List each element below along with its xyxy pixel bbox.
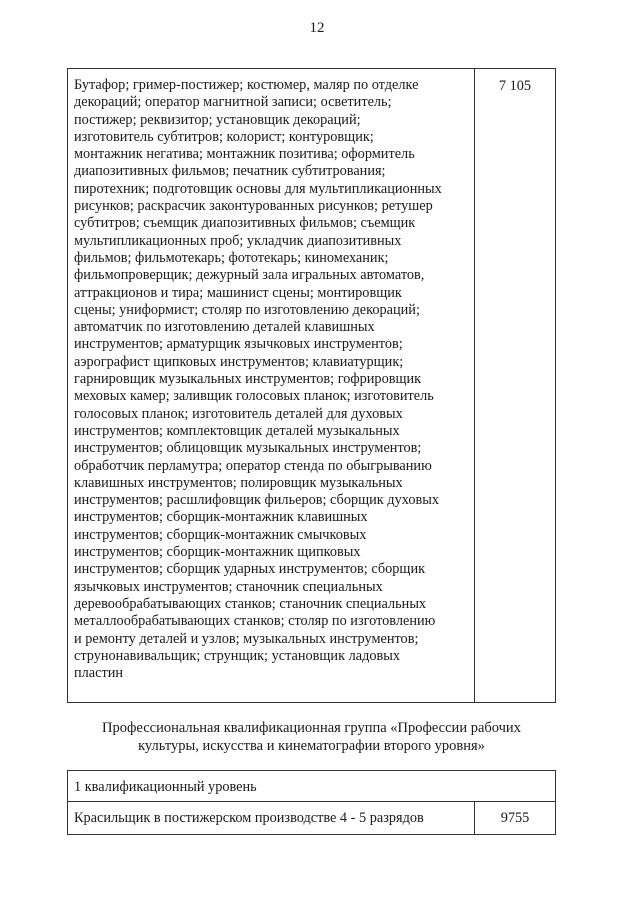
- table-line: язычковых инструментов; станочник специальных: [74, 578, 383, 595]
- table-line: инструментов; сборщик-монтажник клавишных: [74, 509, 368, 526]
- table-line: клавишных инструментов; полировщик музыкальных: [74, 474, 403, 491]
- table-line: инструментов; сборщик-монтажник щипковых: [74, 544, 361, 561]
- table-line: аэрографист щипковых инструментов; клавиатурщик;: [74, 353, 404, 370]
- salary-table-lower: [67, 770, 556, 835]
- salary-value-cell: 9755: [500, 810, 530, 826]
- table-line: инструментов; сборщик-монтажник смычковых: [74, 526, 367, 543]
- table-line: гарнировщик музыкальных инструментов; гофрировщик: [74, 371, 422, 388]
- table-line: субтитров; съемщик диапозитивных фильмов; съемщик: [74, 215, 416, 232]
- heading-line-1: Профессиональная квалификационная группа «Профессии рабочих: [102, 720, 521, 736]
- salary-table-upper: [67, 68, 556, 703]
- page-number: 12: [309, 20, 325, 36]
- table-line: фильмов; фильмотекарь; фототекарь; киномеханик;: [74, 249, 389, 266]
- professions-list-cell: [68, 69, 475, 702]
- table-line: инструментов; облицовщик музыкальных инструментов;: [74, 440, 422, 457]
- table-line: инструментов; комплектовщик деталей музыкальных: [74, 422, 400, 439]
- profession-name-cell: Красильщик в постижерском производстве 4 - 5 разрядов: [68, 802, 475, 834]
- table-line: меховых камер; заливщик голосовых планок; изготовитель: [74, 388, 434, 405]
- qualification-level-row: 1 квалификационный уровень: [68, 771, 555, 802]
- table-line: автоматчик по изготовлению деталей клавишных: [74, 319, 375, 336]
- qualification-group-heading: [67, 719, 556, 755]
- heading-line-2: культуры, искусства и кинематографии второго уровня»: [138, 738, 485, 754]
- table-line: металлообрабатывающих станков; столяр по изготовлению: [74, 613, 436, 630]
- table-line: струнонавивальщик; струнщик; установщик ладовых: [74, 647, 400, 664]
- table-line: инструментов; расшлифовщик фильеров; сборщик духовых: [74, 492, 439, 509]
- table-line: Бутафор; гример-постижер; костюмер, маляр по отделке: [74, 77, 419, 93]
- salary-value-cell: 7 105: [498, 78, 532, 94]
- table-line: пиротехник; подготовщик основы для мультипликационных: [74, 180, 442, 197]
- table-line: аттракционов и тира; машинист сцены; монтировщик: [74, 284, 402, 301]
- table-line: инструментов; арматурщик язычковых инструментов;: [74, 336, 403, 353]
- table-line: диапозитивных фильмов; печатник субтитрования;: [74, 163, 386, 180]
- table-line: рисунков; раскрасчик законтурованных рисунков; ретушер: [74, 198, 433, 215]
- table-row: [68, 802, 555, 834]
- table-line: и ремонту деталей и узлов; музыкальных инструментов;: [74, 630, 419, 647]
- table-line: обработчик перламутра; оператор стенда по обыгрыванию: [74, 457, 432, 474]
- table-line: голосовых планок; изготовитель деталей для духовых: [74, 405, 403, 422]
- table-line: деревообрабатывающих станков; станочник специальных: [74, 595, 427, 612]
- table-line: инструментов; сборщик ударных инструментов; сборщик: [74, 561, 426, 578]
- table-line: фильмопроверщик; дежурный зала игральных автоматов,: [74, 267, 425, 284]
- table-line: сцены; униформист; столяр по изготовлению декораций;: [74, 301, 420, 318]
- table-line: мультипликационных проб; укладчик диапозитивных: [74, 232, 402, 249]
- table-line: монтажник негатива; монтажник позитива; оформитель: [74, 146, 415, 163]
- table-line: пластин: [74, 665, 124, 682]
- table-line: декораций; оператор магнитной записи; осветитель;: [74, 94, 392, 111]
- table-line: постижер; реквизитор; установщик декораций;: [74, 111, 361, 128]
- table-line: изготовитель субтитров; колорист; контуровщик;: [74, 128, 374, 145]
